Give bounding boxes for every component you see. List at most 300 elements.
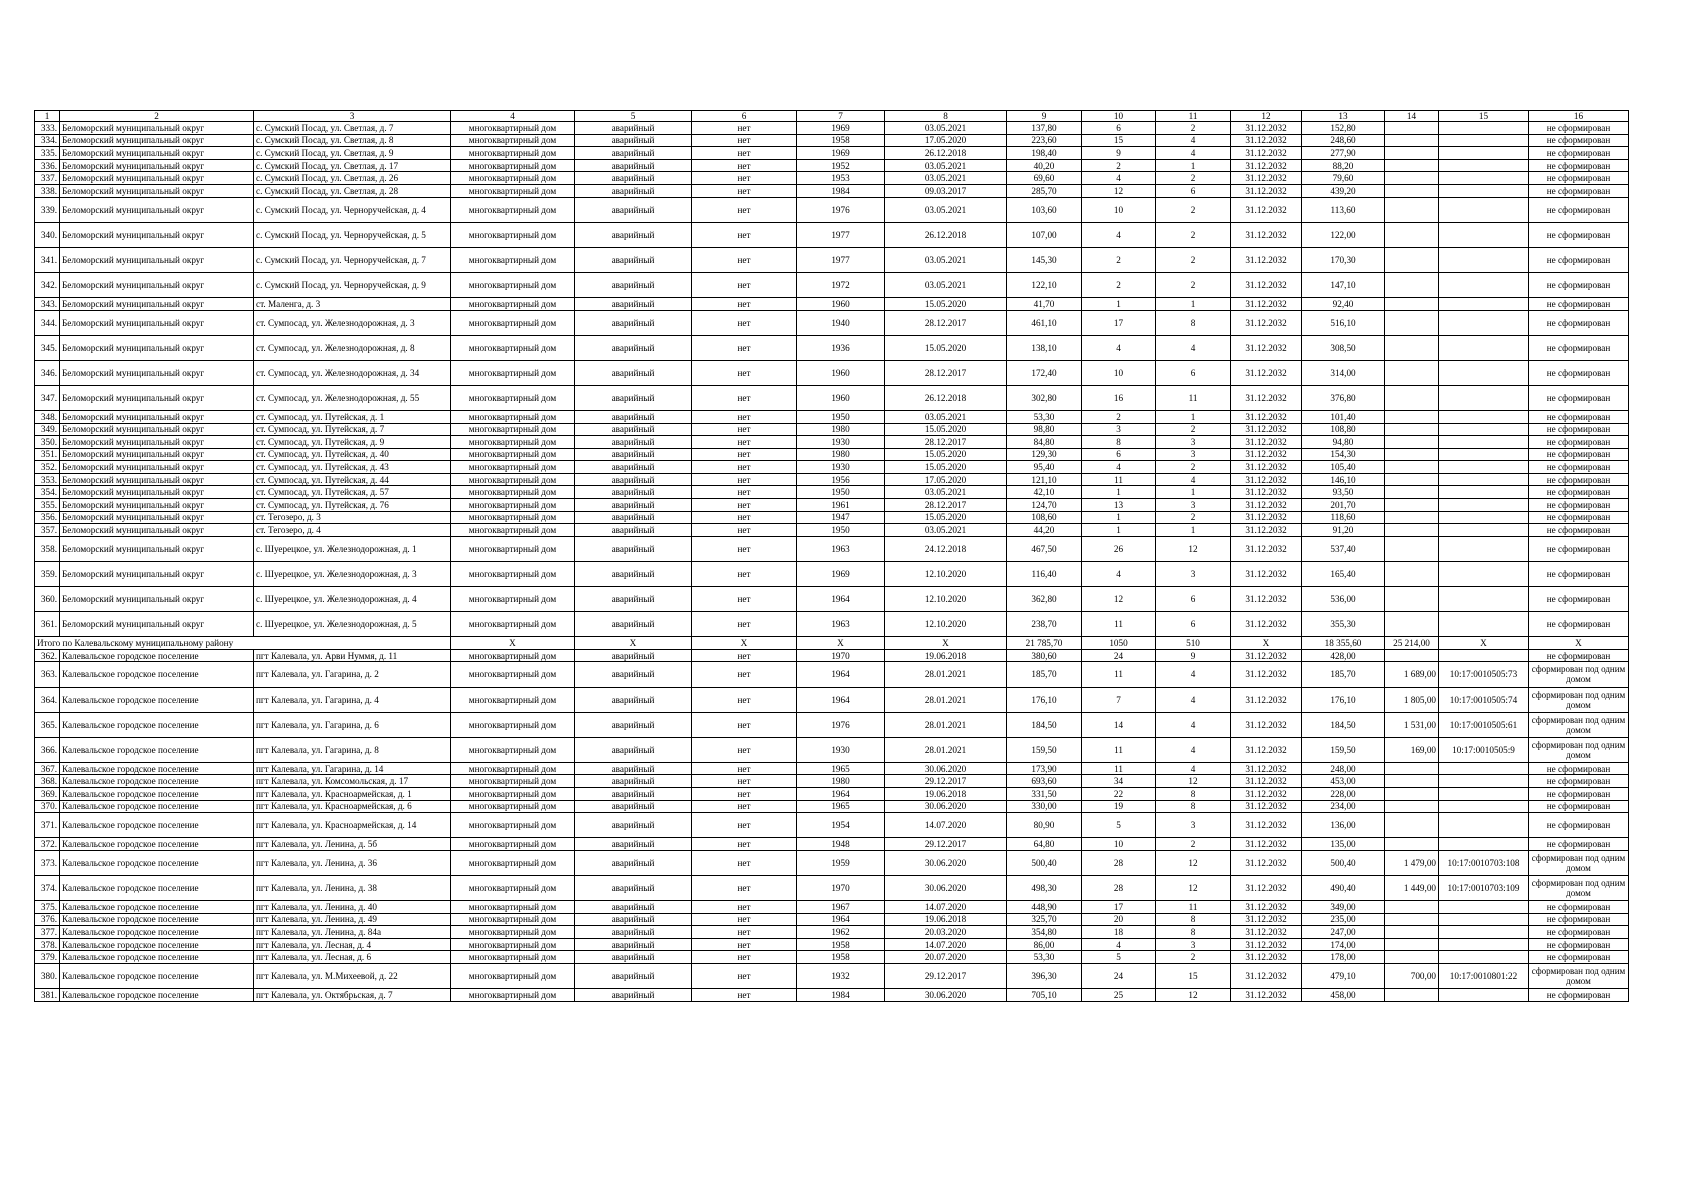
- condition-status-cell: аварийный: [575, 561, 692, 586]
- address-cell: ст. Тегозеро, д. 4: [254, 524, 451, 537]
- apartments-cell: 2: [1156, 423, 1231, 436]
- recognition-date-cell: 26.12.2018: [885, 385, 1007, 410]
- flag-cell: нет: [692, 687, 797, 712]
- cadastral-number-cell: [1439, 360, 1529, 385]
- year-built-cell: 1930: [797, 737, 885, 762]
- land-status-cell: не сформирован: [1529, 775, 1629, 788]
- deadline-cell: 31.12.2032: [1231, 310, 1302, 335]
- address-cell: с. Сумский Посад, ул. Светлая, д. 8: [254, 134, 451, 147]
- area-cell: 362,80: [1007, 587, 1082, 612]
- area-cell: 172,40: [1007, 360, 1082, 385]
- recognition-date-cell: 19.06.2018: [885, 913, 1007, 926]
- building-type-cell: многоквартирный дом: [451, 448, 575, 461]
- area-cell: 354,80: [1007, 926, 1082, 939]
- area-total-cell: 201,70: [1302, 499, 1385, 512]
- flag-cell: нет: [692, 536, 797, 561]
- deadline-cell: 31.12.2032: [1231, 775, 1302, 788]
- address-cell: ст. Сумпосад, ул. Путейская, д. 76: [254, 499, 451, 512]
- condition-status-cell: аварийный: [575, 536, 692, 561]
- column-header: 16: [1529, 111, 1629, 122]
- column-header: 8: [885, 111, 1007, 122]
- municipality-cell: Калевальское городское поселение: [60, 662, 254, 687]
- area-cell: 42,10: [1007, 486, 1082, 499]
- apartments-cell: 12: [1156, 775, 1231, 788]
- area-total-cell: 349,00: [1302, 901, 1385, 914]
- table-row: [35, 838, 1629, 851]
- municipality-cell: Беломорский муниципальный округ: [60, 184, 254, 197]
- recognition-date-cell: 15.05.2020: [885, 511, 1007, 524]
- table-row: [35, 850, 1629, 875]
- residents-cell: 11: [1082, 737, 1156, 762]
- area-cell: 40,20: [1007, 159, 1082, 172]
- recognition-date-cell: 19.06.2018: [885, 787, 1007, 800]
- cadastral-number-cell: [1439, 461, 1529, 474]
- land-area-cell: 700,00: [1385, 964, 1439, 989]
- recognition-date-cell: 28.12.2017: [885, 360, 1007, 385]
- row-number-cell: 343.: [35, 297, 60, 310]
- apartments-cell: 6: [1156, 184, 1231, 197]
- area-cell: 500,40: [1007, 850, 1082, 875]
- apartments-cell: 4: [1156, 134, 1231, 147]
- recognition-date-cell: 12.10.2020: [885, 561, 1007, 586]
- municipality-cell: Беломорский муниципальный округ: [60, 297, 254, 310]
- condition-status-cell: аварийный: [575, 360, 692, 385]
- building-type-cell: многоквартирный дом: [451, 775, 575, 788]
- year-built-cell: 1932: [797, 964, 885, 989]
- municipality-cell: Беломорский муниципальный округ: [60, 423, 254, 436]
- address-cell: с. Сумский Посад, ул. Светлая, д. 28: [254, 184, 451, 197]
- land-status-cell: не сформирован: [1529, 913, 1629, 926]
- total-area: 21 785,70: [1007, 637, 1082, 650]
- deadline-cell: 31.12.2032: [1231, 662, 1302, 687]
- area-cell: 108,60: [1007, 511, 1082, 524]
- row-number-cell: 348.: [35, 410, 60, 423]
- municipality-cell: Беломорский муниципальный округ: [60, 486, 254, 499]
- total-residents: 1050: [1082, 637, 1156, 650]
- year-built-cell: 1952: [797, 159, 885, 172]
- table-row: [35, 247, 1629, 272]
- condition-status-cell: аварийный: [575, 875, 692, 900]
- deadline-cell: 31.12.2032: [1231, 926, 1302, 939]
- table-row: [35, 197, 1629, 222]
- table-row: [35, 222, 1629, 247]
- row-number-cell: 366.: [35, 737, 60, 762]
- recognition-date-cell: 17.05.2020: [885, 134, 1007, 147]
- total-cadastral-number: X: [1439, 637, 1529, 650]
- recognition-date-cell: 26.12.2018: [885, 222, 1007, 247]
- area-cell: 185,70: [1007, 662, 1082, 687]
- land-status-cell: не сформирован: [1529, 385, 1629, 410]
- building-type-cell: многоквартирный дом: [451, 926, 575, 939]
- year-built-cell: 1948: [797, 838, 885, 851]
- area-cell: 138,10: [1007, 335, 1082, 360]
- flag-cell: нет: [692, 134, 797, 147]
- deadline-cell: 31.12.2032: [1231, 360, 1302, 385]
- table-row: [35, 775, 1629, 788]
- year-built-cell: 1964: [797, 587, 885, 612]
- cadastral-number-cell: [1439, 222, 1529, 247]
- year-built-cell: 1963: [797, 612, 885, 637]
- apartments-cell: 15: [1156, 964, 1231, 989]
- condition-status-cell: аварийный: [575, 197, 692, 222]
- building-type-cell: многоквартирный дом: [451, 184, 575, 197]
- table-row: [35, 499, 1629, 512]
- area-total-cell: 516,10: [1302, 310, 1385, 335]
- address-cell: пгт Калевала, ул. Арви Нуммя, д. 11: [254, 649, 451, 662]
- year-built-cell: 1958: [797, 951, 885, 964]
- condition-status-cell: аварийный: [575, 310, 692, 335]
- area-total-cell: 108,80: [1302, 423, 1385, 436]
- area-total-cell: 118,60: [1302, 511, 1385, 524]
- condition-status-cell: аварийный: [575, 272, 692, 297]
- row-number-cell: 333.: [35, 122, 60, 135]
- municipality-cell: Беломорский муниципальный округ: [60, 473, 254, 486]
- apartments-cell: 4: [1156, 473, 1231, 486]
- row-number-cell: 342.: [35, 272, 60, 297]
- address-cell: ст. Маленга, д. 3: [254, 297, 451, 310]
- area-total-cell: 178,00: [1302, 951, 1385, 964]
- land-status-cell: сформирован под одним домом: [1529, 662, 1629, 687]
- cadastral-number-cell: [1439, 184, 1529, 197]
- flag-cell: нет: [692, 461, 797, 474]
- table-row: [35, 147, 1629, 160]
- flag-cell: нет: [692, 172, 797, 185]
- table-row: [35, 587, 1629, 612]
- table-row: [35, 800, 1629, 813]
- row-number-cell: 339.: [35, 197, 60, 222]
- table-row: [35, 737, 1629, 762]
- residents-cell: 11: [1082, 762, 1156, 775]
- land-area-cell: [1385, 122, 1439, 135]
- municipality-cell: Калевальское городское поселение: [60, 800, 254, 813]
- area-cell: 122,10: [1007, 272, 1082, 297]
- deadline-cell: 31.12.2032: [1231, 511, 1302, 524]
- row-number-cell: 350.: [35, 436, 60, 449]
- deadline-cell: 31.12.2032: [1231, 838, 1302, 851]
- total-land-status: X: [1529, 637, 1629, 650]
- municipality-cell: Калевальское городское поселение: [60, 926, 254, 939]
- municipality-cell: Беломорский муниципальный округ: [60, 524, 254, 537]
- land-area-cell: [1385, 184, 1439, 197]
- condition-status-cell: аварийный: [575, 385, 692, 410]
- municipality-cell: Беломорский муниципальный округ: [60, 587, 254, 612]
- condition-status-cell: аварийный: [575, 184, 692, 197]
- table-row: [35, 385, 1629, 410]
- row-number-cell: 355.: [35, 499, 60, 512]
- apartments-cell: 3: [1156, 499, 1231, 512]
- table-row: [35, 159, 1629, 172]
- table-row: [35, 184, 1629, 197]
- table-row: [35, 813, 1629, 838]
- apartments-cell: 2: [1156, 951, 1231, 964]
- row-number-cell: 345.: [35, 335, 60, 360]
- land-status-cell: не сформирован: [1529, 197, 1629, 222]
- address-cell: пгт Калевала, ул. Лесная, д. 4: [254, 938, 451, 951]
- cadastral-number-cell: [1439, 385, 1529, 410]
- cadastral-number-cell: [1439, 838, 1529, 851]
- flag-cell: нет: [692, 448, 797, 461]
- recognition-date-cell: 03.05.2021: [885, 486, 1007, 499]
- land-status-cell: не сформирован: [1529, 813, 1629, 838]
- building-type-cell: многоквартирный дом: [451, 222, 575, 247]
- address-cell: пгт Калевала, ул. Ленина, д. 49: [254, 913, 451, 926]
- recognition-date-cell: 28.12.2017: [885, 499, 1007, 512]
- land-status-cell: не сформирован: [1529, 335, 1629, 360]
- residents-cell: 24: [1082, 649, 1156, 662]
- recognition-date-cell: 30.06.2020: [885, 850, 1007, 875]
- flag-cell: нет: [692, 913, 797, 926]
- address-cell: ст. Сумпосад, ул. Железнодорожная, д. 3: [254, 310, 451, 335]
- residents-cell: 2: [1082, 247, 1156, 272]
- row-number-cell: 364.: [35, 687, 60, 712]
- municipality-cell: Калевальское городское поселение: [60, 964, 254, 989]
- address-cell: пгт Калевала, ул. Гагарина, д. 6: [254, 712, 451, 737]
- address-cell: с. Сумский Посад, ул. Черноручейская, д. 7: [254, 247, 451, 272]
- apartments-cell: 2: [1156, 272, 1231, 297]
- flag-cell: нет: [692, 511, 797, 524]
- year-built-cell: 1977: [797, 247, 885, 272]
- flag-cell: нет: [692, 662, 797, 687]
- building-type-cell: многоквартирный дом: [451, 800, 575, 813]
- area-total-cell: 537,40: [1302, 536, 1385, 561]
- recognition-date-cell: 15.05.2020: [885, 335, 1007, 360]
- area-cell: 53,30: [1007, 951, 1082, 964]
- cadastral-number-cell: [1439, 272, 1529, 297]
- building-type-cell: многоквартирный дом: [451, 410, 575, 423]
- area-cell: 80,90: [1007, 813, 1082, 838]
- municipality-cell: Калевальское городское поселение: [60, 775, 254, 788]
- table-row: [35, 335, 1629, 360]
- total-recognition-date: X: [885, 637, 1007, 650]
- municipality-cell: Калевальское городское поселение: [60, 712, 254, 737]
- deadline-cell: 31.12.2032: [1231, 423, 1302, 436]
- residents-cell: 6: [1082, 448, 1156, 461]
- building-type-cell: многоквартирный дом: [451, 197, 575, 222]
- condition-status-cell: аварийный: [575, 926, 692, 939]
- building-type-cell: многоквартирный дом: [451, 272, 575, 297]
- row-number-cell: 375.: [35, 901, 60, 914]
- land-area-cell: [1385, 938, 1439, 951]
- land-status-cell: не сформирован: [1529, 800, 1629, 813]
- residents-cell: 20: [1082, 913, 1156, 926]
- recognition-date-cell: 12.10.2020: [885, 612, 1007, 637]
- land-status-cell: не сформирован: [1529, 989, 1629, 1002]
- land-status-cell: не сформирован: [1529, 461, 1629, 474]
- cadastral-number-cell: [1439, 511, 1529, 524]
- land-area-cell: [1385, 926, 1439, 939]
- municipality-cell: Беломорский муниципальный округ: [60, 536, 254, 561]
- land-area-cell: [1385, 272, 1439, 297]
- table-row: [35, 938, 1629, 951]
- municipality-cell: Калевальское городское поселение: [60, 649, 254, 662]
- municipality-cell: Калевальское городское поселение: [60, 989, 254, 1002]
- recognition-date-cell: 28.01.2021: [885, 712, 1007, 737]
- deadline-cell: 31.12.2032: [1231, 737, 1302, 762]
- year-built-cell: 1960: [797, 360, 885, 385]
- area-total-cell: 490,40: [1302, 875, 1385, 900]
- address-cell: пгт Калевала, ул. Комсомольская, д. 17: [254, 775, 451, 788]
- condition-status-cell: аварийный: [575, 511, 692, 524]
- deadline-cell: 31.12.2032: [1231, 159, 1302, 172]
- year-built-cell: 1965: [797, 800, 885, 813]
- building-type-cell: многоквартирный дом: [451, 310, 575, 335]
- column-number-row: [35, 111, 1629, 122]
- building-type-cell: многоквартирный дом: [451, 687, 575, 712]
- municipality-cell: Калевальское городское поселение: [60, 951, 254, 964]
- condition-status-cell: аварийный: [575, 436, 692, 449]
- condition-status-cell: аварийный: [575, 587, 692, 612]
- municipality-cell: Беломорский муниципальный округ: [60, 122, 254, 135]
- land-status-cell: не сформирован: [1529, 938, 1629, 951]
- table-row: [35, 926, 1629, 939]
- recognition-date-cell: 29.12.2017: [885, 775, 1007, 788]
- residents-cell: 17: [1082, 310, 1156, 335]
- area-cell: 86,00: [1007, 938, 1082, 951]
- table-body: [35, 122, 1629, 1002]
- year-built-cell: 1980: [797, 448, 885, 461]
- deadline-cell: 31.12.2032: [1231, 172, 1302, 185]
- deadline-cell: 31.12.2032: [1231, 875, 1302, 900]
- row-number-cell: 372.: [35, 838, 60, 851]
- municipality-cell: Беломорский муниципальный округ: [60, 461, 254, 474]
- year-built-cell: 1980: [797, 423, 885, 436]
- municipality-cell: Беломорский муниципальный округ: [60, 134, 254, 147]
- municipality-cell: Беломорский муниципальный округ: [60, 561, 254, 586]
- address-cell: ст. Сумпосад, ул. Путейская, д. 40: [254, 448, 451, 461]
- municipality-cell: Беломорский муниципальный округ: [60, 172, 254, 185]
- year-built-cell: 1963: [797, 536, 885, 561]
- land-area-cell: [1385, 147, 1439, 160]
- table-row: [35, 410, 1629, 423]
- land-area-cell: [1385, 335, 1439, 360]
- row-number-cell: 351.: [35, 448, 60, 461]
- area-cell: 461,10: [1007, 310, 1082, 335]
- cadastral-number-cell: [1439, 989, 1529, 1002]
- land-status-cell: не сформирован: [1529, 297, 1629, 310]
- area-total-cell: 154,30: [1302, 448, 1385, 461]
- address-cell: ст. Сумпосад, ул. Путейская, д. 43: [254, 461, 451, 474]
- row-number-cell: 371.: [35, 813, 60, 838]
- recognition-date-cell: 19.06.2018: [885, 649, 1007, 662]
- year-built-cell: 1950: [797, 486, 885, 499]
- land-status-cell: не сформирован: [1529, 122, 1629, 135]
- flag-cell: нет: [692, 297, 797, 310]
- building-type-cell: многоквартирный дом: [451, 875, 575, 900]
- flag-cell: нет: [692, 612, 797, 637]
- land-status-cell: сформирован под одним домом: [1529, 737, 1629, 762]
- condition-status-cell: аварийный: [575, 410, 692, 423]
- building-type-cell: многоквартирный дом: [451, 461, 575, 474]
- land-area-cell: [1385, 247, 1439, 272]
- area-total-cell: 105,40: [1302, 461, 1385, 474]
- residents-cell: 14: [1082, 712, 1156, 737]
- area-total-cell: 135,00: [1302, 838, 1385, 851]
- cadastral-number-cell: 10:17:0010505:74: [1439, 687, 1529, 712]
- apartments-cell: 8: [1156, 800, 1231, 813]
- year-built-cell: 1972: [797, 272, 885, 297]
- flag-cell: нет: [692, 335, 797, 360]
- land-status-cell: сформирован под одним домом: [1529, 712, 1629, 737]
- recognition-date-cell: 28.01.2021: [885, 687, 1007, 712]
- flag-cell: нет: [692, 989, 797, 1002]
- cadastral-number-cell: [1439, 436, 1529, 449]
- apartments-cell: 6: [1156, 587, 1231, 612]
- row-number-cell: 347.: [35, 385, 60, 410]
- municipality-cell: Калевальское городское поселение: [60, 762, 254, 775]
- row-number-cell: 341.: [35, 247, 60, 272]
- cadastral-number-cell: [1439, 951, 1529, 964]
- recognition-date-cell: 29.12.2017: [885, 964, 1007, 989]
- condition-status-cell: аварийный: [575, 147, 692, 160]
- area-total-cell: 159,50: [1302, 737, 1385, 762]
- deadline-cell: 31.12.2032: [1231, 938, 1302, 951]
- row-number-cell: 337.: [35, 172, 60, 185]
- table-row: [35, 612, 1629, 637]
- land-status-cell: не сформирован: [1529, 499, 1629, 512]
- address-cell: пгт Калевала, ул. М.Михеевой, д. 22: [254, 964, 451, 989]
- municipality-cell: Калевальское городское поселение: [60, 901, 254, 914]
- area-cell: 124,70: [1007, 499, 1082, 512]
- land-area-cell: [1385, 297, 1439, 310]
- apartments-cell: 8: [1156, 787, 1231, 800]
- residents-cell: 4: [1082, 335, 1156, 360]
- residents-cell: 8: [1082, 436, 1156, 449]
- apartments-cell: 2: [1156, 461, 1231, 474]
- building-type-cell: многоквартирный дом: [451, 511, 575, 524]
- row-number-cell: 352.: [35, 461, 60, 474]
- land-area-cell: [1385, 762, 1439, 775]
- building-type-cell: многоквартирный дом: [451, 938, 575, 951]
- land-status-cell: не сформирован: [1529, 926, 1629, 939]
- land-status-cell: не сформирован: [1529, 448, 1629, 461]
- residents-cell: 34: [1082, 775, 1156, 788]
- area-cell: 330,00: [1007, 800, 1082, 813]
- address-cell: пгт Калевала, ул. Красноармейская, д. 1: [254, 787, 451, 800]
- apartments-cell: 8: [1156, 926, 1231, 939]
- area-cell: 95,40: [1007, 461, 1082, 474]
- flag-cell: нет: [692, 787, 797, 800]
- apartments-cell: 4: [1156, 662, 1231, 687]
- flag-cell: нет: [692, 901, 797, 914]
- address-cell: ст. Сумпосад, ул. Путейская, д. 57: [254, 486, 451, 499]
- land-status-cell: не сформирован: [1529, 247, 1629, 272]
- building-type-cell: многоквартирный дом: [451, 436, 575, 449]
- residents-cell: 4: [1082, 938, 1156, 951]
- column-header: 7: [797, 111, 885, 122]
- cadastral-number-cell: [1439, 448, 1529, 461]
- building-type-cell: многоквартирный дом: [451, 737, 575, 762]
- year-built-cell: 1984: [797, 989, 885, 1002]
- year-built-cell: 1965: [797, 762, 885, 775]
- area-cell: 396,30: [1007, 964, 1082, 989]
- land-area-cell: [1385, 360, 1439, 385]
- condition-status-cell: аварийный: [575, 448, 692, 461]
- building-type-cell: многоквартирный дом: [451, 499, 575, 512]
- building-type-cell: многоквартирный дом: [451, 587, 575, 612]
- condition-status-cell: аварийный: [575, 850, 692, 875]
- table-row: [35, 662, 1629, 687]
- recognition-date-cell: 20.07.2020: [885, 951, 1007, 964]
- address-cell: с. Сумский Посад, ул. Светлая, д. 17: [254, 159, 451, 172]
- year-built-cell: 1959: [797, 850, 885, 875]
- area-cell: 116,40: [1007, 561, 1082, 586]
- area-total-cell: 479,10: [1302, 964, 1385, 989]
- apartments-cell: 2: [1156, 838, 1231, 851]
- building-type-cell: многоквартирный дом: [451, 612, 575, 637]
- residents-cell: 4: [1082, 222, 1156, 247]
- residents-cell: 4: [1082, 561, 1156, 586]
- land-status-cell: не сформирован: [1529, 951, 1629, 964]
